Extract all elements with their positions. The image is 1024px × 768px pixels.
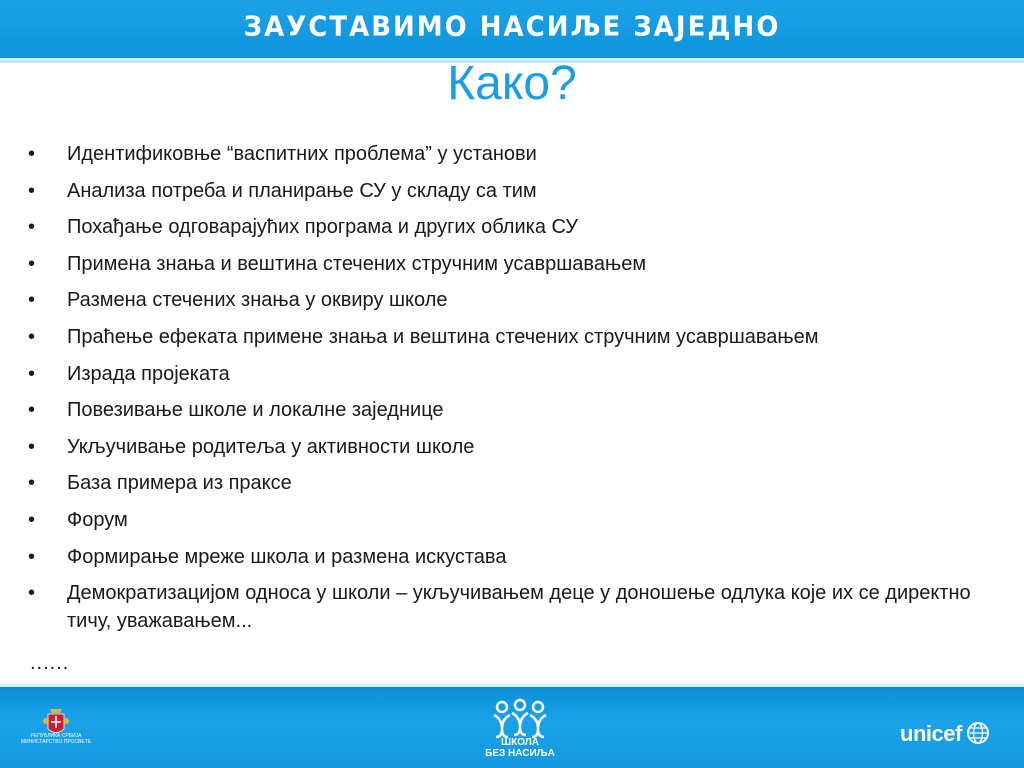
crest-caption-line1: РЕПУБЛИКА СРБИЈА bbox=[30, 733, 82, 739]
list-item bbox=[28, 360, 1008, 388]
bullet-icon: • bbox=[28, 545, 36, 568]
bullet-icon: • bbox=[28, 399, 36, 422]
bullet-icon: • bbox=[28, 325, 36, 348]
banner-title: ЗАУСТАВИМО НАСИЉЕ ЗАЈЕДНО bbox=[243, 11, 781, 43]
crest-caption-line2: МИНИСТАРСТВО ПРОСВЕТЕ bbox=[20, 739, 92, 745]
list-item bbox=[28, 433, 1008, 461]
list-item bbox=[28, 469, 1008, 497]
list-item bbox=[28, 396, 1008, 424]
unicef-logo-text: unicef bbox=[900, 721, 962, 746]
bullet-icon: • bbox=[28, 289, 36, 312]
list-item-text: Праћење ефеката примене знања и вештина стечених стручним усавршавањем bbox=[67, 325, 819, 348]
bullet-icon: • bbox=[28, 252, 36, 275]
bullet-icon: • bbox=[28, 143, 36, 165]
list-item-text: Формирање мреже школа и размена искустава bbox=[67, 545, 507, 568]
list-item-text: Похађање одговарајућих програма и других облика СУ bbox=[67, 216, 578, 239]
list-item-text: Примена знања и вештина стечених стручним усавршавањем bbox=[67, 252, 647, 275]
list-item bbox=[28, 543, 1008, 571]
school-caption-line2: БЕЗ НАСИЉА bbox=[485, 748, 555, 759]
list-item-text: Израда пројеката bbox=[67, 362, 230, 385]
bullet-icon: • bbox=[28, 472, 36, 495]
trailing-ellipsis: ...... bbox=[30, 652, 70, 674]
list-item-text: Анализа потреба и планирање СУ у складу са тим bbox=[67, 179, 537, 202]
list-item bbox=[28, 213, 1008, 241]
list-item bbox=[28, 579, 1008, 635]
list-item bbox=[28, 250, 1008, 278]
list-item bbox=[28, 140, 1008, 168]
list-item-text: Повезивање школе и локалне заједнице bbox=[67, 399, 444, 422]
bullet-icon: • bbox=[28, 216, 36, 239]
list-item-text: Идентификовње “васпитних проблема” у установи bbox=[67, 143, 537, 165]
school-caption-line1: ШКОЛА bbox=[501, 737, 539, 748]
list-item-text: Размена стечених знања у оквиру школе bbox=[67, 289, 448, 312]
bullet-list bbox=[28, 140, 1008, 644]
list-item bbox=[28, 506, 1008, 534]
bullet-icon: • bbox=[28, 582, 36, 605]
unicef-globe-icon bbox=[966, 721, 990, 745]
list-item-text: Укључивање родитеља у активности школе bbox=[67, 435, 475, 458]
crest-caption bbox=[20, 733, 92, 745]
bullet-icon: • bbox=[28, 435, 36, 458]
list-item bbox=[28, 323, 1008, 351]
list-item-text: База примера из праксе bbox=[67, 472, 292, 495]
list-item-text: Форум bbox=[67, 508, 128, 531]
slide-title: Како? bbox=[447, 57, 577, 110]
footer-bar bbox=[0, 684, 1024, 768]
list-item bbox=[28, 177, 1008, 205]
bullet-icon: • bbox=[28, 508, 36, 531]
serbia-crest-icon bbox=[24, 703, 88, 757]
bullet-icon: • bbox=[28, 179, 36, 202]
school-logo-caption bbox=[470, 737, 570, 759]
list-item-text: Демократизацијом односа у школи – укључивањем деце у доношење одлука које их се директно тичу, уважавањем... bbox=[67, 582, 971, 633]
bullet-icon: • bbox=[28, 362, 36, 385]
list-item bbox=[28, 286, 1008, 314]
top-banner bbox=[0, 0, 1024, 61]
